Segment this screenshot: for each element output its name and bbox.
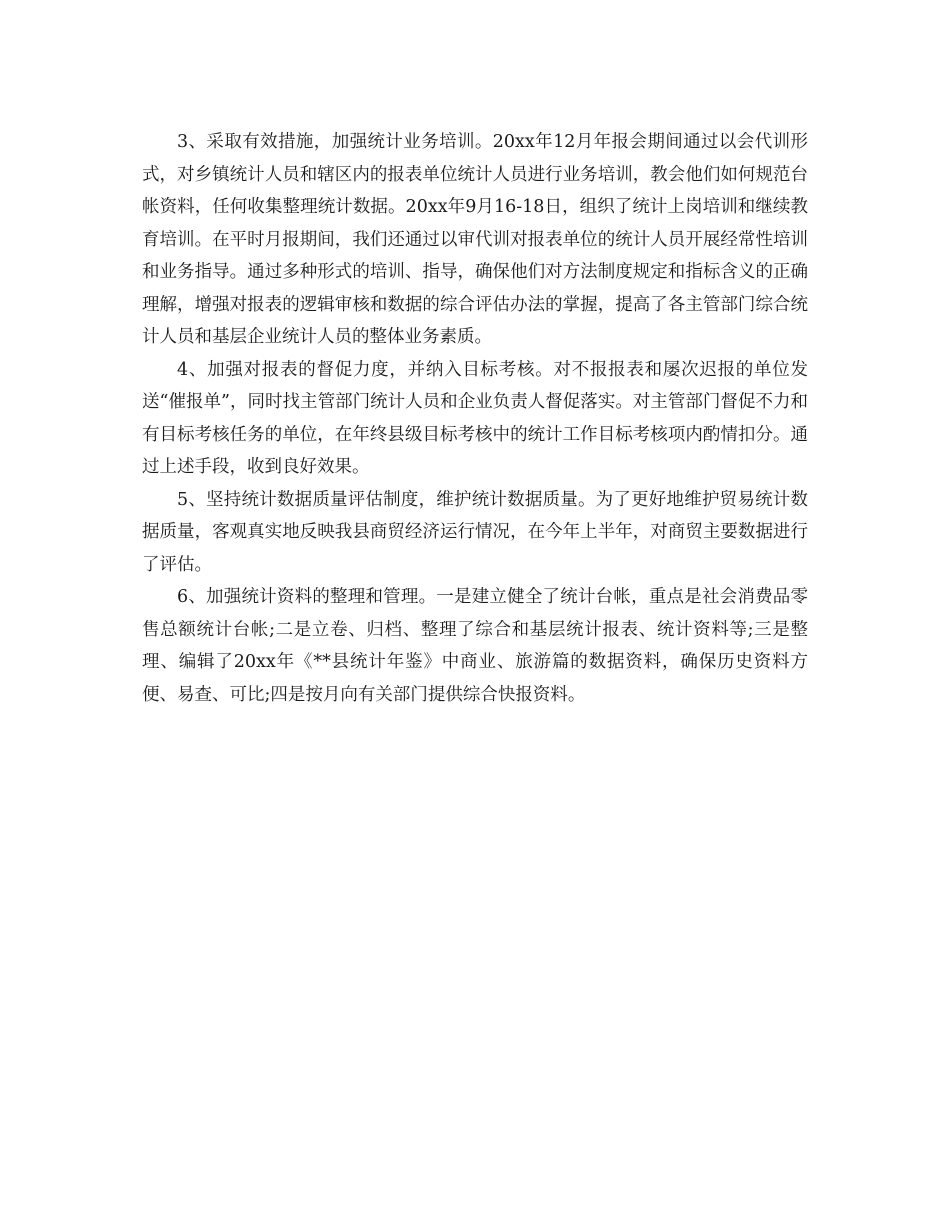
paragraph-training: 3、采取有效措施，加强统计业务培训。20xx年12月年报会期间通过以会代训形式，对乡镇统计人员和辖区内的报表单位统计人员进行业务培训，教会他们如何规范台帐资料，任何收集整理统计数据。20xx年9月16-18日，组织了统计上岗培训和继续教育培训。在平时月报期间，我们还通过以审代训对报表单位的统计人员开展经常性培训和业务指导。通过多种形式的培训、指导，确保他们对方法制度规定和指标含义的正确理解，增强对报表的逻辑审核和数据的综合评估办法的掌握，提高了各主管部门综合统计人员和基层企业统计人员的整体业务素质。 [142, 132, 808, 347]
document-body [142, 126, 808, 711]
paragraph-supervision: 4、加强对报表的督促力度，并纳入目标考核。对不报报表和屡次迟报的单位发送“催报单”，同时找主管部门统计人员和企业负责人督促落实。对主管部门督促不力和有目标考核任务的单位，在年终县级目标考核中的统计工作目标考核项内酌情扣分。通过上述手段，收到良好效果。 [142, 359, 808, 477]
paragraph-quality-evaluation: 5、坚持统计数据质量评估制度，维护统计数据质量。为了更好地维护贸易统计数据质量，客观真实地反映我县商贸经济运行情况，在今年上半年，对商贸主要数据进行了评估。 [142, 489, 808, 575]
paragraph-data-management: 6、加强统计资料的整理和管理。一是建立健全了统计台帐，重点是社会消费品零售总额统计台帐;二是立卷、归档、整理了综合和基层统计报表、统计资料等;三是整理、编辑了20xx年《**县统计年鉴》中商业、旅游篇的数据资料，确保历史资料方便、易查、可比;四是按月向有关部门提供综合快报资料。 [142, 587, 808, 705]
